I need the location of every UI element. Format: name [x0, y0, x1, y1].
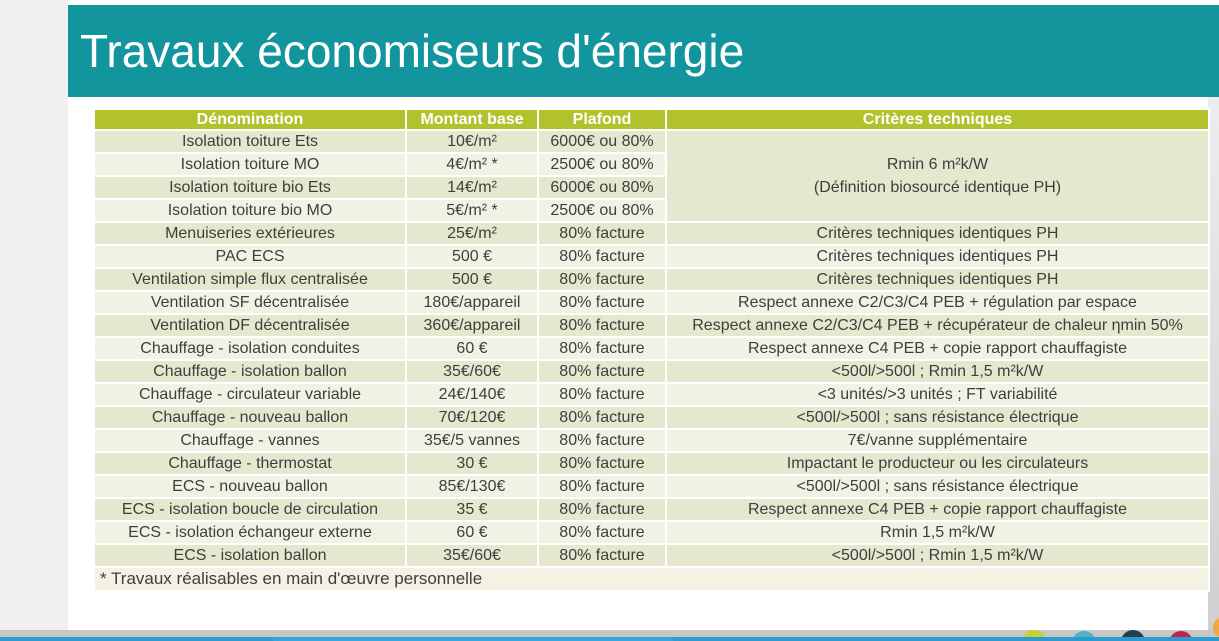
cell-montant: 10€/m²	[406, 130, 538, 153]
cell-denomination: ECS - isolation ballon	[94, 544, 406, 567]
cell-montant: 25€/m²	[406, 222, 538, 245]
cell-plafond: 80% facture	[538, 222, 666, 245]
cell-plafond: 6000€ ou 80%	[538, 130, 666, 153]
merged-criteria-line: (Définition biosourcé identique PH)	[813, 179, 1062, 196]
table-row	[94, 406, 1209, 429]
cell-montant: 35€/5 vannes	[406, 429, 538, 452]
bottom-blue-line-highlight	[273, 637, 673, 641]
cell-criteres: <500l/>500l ; Rmin 1,5 m²k/W	[666, 544, 1209, 567]
table-row	[94, 452, 1209, 475]
cell-plafond: 80% facture	[538, 245, 666, 268]
cell-montant: 14€/m²	[406, 176, 538, 199]
cell-denomination: Chauffage - nouveau ballon	[94, 406, 406, 429]
cell-plafond: 80% facture	[538, 337, 666, 360]
cell-montant: 70€/120€	[406, 406, 538, 429]
cell-criteres: Respect annexe C2/C3/C4 PEB + récupérateur de chaleur ηmin 50%	[666, 314, 1209, 337]
cell-plafond: 2500€ ou 80%	[538, 199, 666, 222]
table-row	[94, 291, 1209, 314]
page-title: Travaux économiseurs d'énergie	[80, 25, 745, 77]
cell-denomination: Chauffage - isolation ballon	[94, 360, 406, 383]
column-header-plafond: Plafond	[538, 109, 666, 130]
footnote-text: * Travaux réalisables en main d'œuvre personnelle	[94, 567, 1209, 591]
cell-criteres: Respect annexe C2/C3/C4 PEB + régulation par espace	[666, 291, 1209, 314]
cell-criteres: Impactant le producteur ou les circulateurs	[666, 452, 1209, 475]
footnote-row	[94, 567, 1209, 591]
cell-denomination: Ventilation DF décentralisée	[94, 314, 406, 337]
cell-criteres: <500l/>500l ; sans résistance électrique	[666, 406, 1209, 429]
cell-plafond: 2500€ ou 80%	[538, 153, 666, 176]
cell-denomination: ECS - nouveau ballon	[94, 475, 406, 498]
title-bar	[68, 5, 1219, 97]
cell-criteres: Critères techniques identiques PH	[666, 222, 1209, 245]
cell-denomination: PAC ECS	[94, 245, 406, 268]
column-header-montant-base: Montant base	[406, 109, 538, 130]
column-header-denomination: Dénomination	[94, 109, 406, 130]
table-row	[94, 268, 1209, 291]
cell-plafond: 80% facture	[538, 544, 666, 567]
cell-criteres: Critères techniques identiques PH	[666, 245, 1209, 268]
cell-montant: 35€/60€	[406, 544, 538, 567]
table-row	[94, 360, 1209, 383]
cell-criteres: <500l/>500l ; sans résistance électrique	[666, 475, 1209, 498]
table-row	[94, 521, 1209, 544]
cell-denomination: Menuiseries extérieures	[94, 222, 406, 245]
cell-plafond: 80% facture	[538, 452, 666, 475]
cell-montant: 500 €	[406, 245, 538, 268]
cell-plafond: 80% facture	[538, 521, 666, 544]
cell-plafond: 80% facture	[538, 360, 666, 383]
cell-criteres: <3 unités/>3 unités ; FT variabilité	[666, 383, 1209, 406]
cell-plafond: 80% facture	[538, 314, 666, 337]
cell-criteres: Critères techniques identiques PH	[666, 268, 1209, 291]
cell-plafond: 80% facture	[538, 498, 666, 521]
table-row	[94, 383, 1209, 406]
cell-denomination: Chauffage - vannes	[94, 429, 406, 452]
cell-denomination: Chauffage - circulateur variable	[94, 383, 406, 406]
table-row	[94, 245, 1209, 268]
cell-denomination: Isolation toiture bio MO	[94, 199, 406, 222]
cell-montant: 85€/130€	[406, 475, 538, 498]
table-row	[94, 498, 1209, 521]
cell-montant: 35 €	[406, 498, 538, 521]
cell-montant: 24€/140€	[406, 383, 538, 406]
cell-montant: 180€/appareil	[406, 291, 538, 314]
cell-montant: 30 €	[406, 452, 538, 475]
cell-criteres: <500l/>500l ; Rmin 1,5 m²k/W	[666, 360, 1209, 383]
merged-criteria-line: Rmin 6 m²k/W	[886, 155, 989, 173]
cell-criteres: Rmin 1,5 m²k/W	[666, 521, 1209, 544]
cell-criteres-merged	[666, 130, 1209, 222]
table-row	[94, 314, 1209, 337]
cell-plafond: 80% facture	[538, 291, 666, 314]
cell-plafond: 6000€ ou 80%	[538, 176, 666, 199]
cell-plafond: 80% facture	[538, 475, 666, 498]
table-row	[94, 429, 1209, 452]
cell-montant: 35€/60€	[406, 360, 538, 383]
cell-criteres: Respect annexe C4 PEB + copie rapport chauffagiste	[666, 498, 1209, 521]
energy-works-table	[93, 108, 1208, 592]
cell-plafond: 80% facture	[538, 383, 666, 406]
cell-montant: 60 €	[406, 521, 538, 544]
cell-criteres: Respect annexe C4 PEB + copie rapport chauffagiste	[666, 337, 1209, 360]
cell-montant: 5€/m² *	[406, 199, 538, 222]
table-row	[94, 130, 1209, 153]
table-row	[94, 222, 1209, 245]
table	[93, 108, 1210, 592]
cell-montant: 360€/appareil	[406, 314, 538, 337]
cell-denomination: Isolation toiture MO	[94, 153, 406, 176]
cell-denomination: Chauffage - thermostat	[94, 452, 406, 475]
column-header-criteres-techniques: Critères techniques	[666, 109, 1209, 130]
cell-denomination: Isolation toiture Ets	[94, 130, 406, 153]
slide-left-margin	[0, 0, 68, 641]
cell-denomination: Ventilation simple flux centralisée	[94, 268, 406, 291]
table-header-row	[94, 109, 1209, 130]
cell-montant: 4€/m² *	[406, 153, 538, 176]
cell-montant: 500 €	[406, 268, 538, 291]
cell-plafond: 80% facture	[538, 429, 666, 452]
cell-denomination: Isolation toiture bio Ets	[94, 176, 406, 199]
cell-denomination: Ventilation SF décentralisée	[94, 291, 406, 314]
cell-denomination: ECS - isolation boucle de circulation	[94, 498, 406, 521]
cell-montant: 60 €	[406, 337, 538, 360]
table-row	[94, 475, 1209, 498]
cell-plafond: 80% facture	[538, 406, 666, 429]
cell-denomination: Chauffage - isolation conduites	[94, 337, 406, 360]
cell-criteres: 7€/vanne supplémentaire	[666, 429, 1209, 452]
table-row	[94, 544, 1209, 567]
cell-denomination: ECS - isolation échangeur externe	[94, 521, 406, 544]
table-body	[94, 130, 1209, 567]
table-row	[94, 337, 1209, 360]
cell-plafond: 80% facture	[538, 268, 666, 291]
